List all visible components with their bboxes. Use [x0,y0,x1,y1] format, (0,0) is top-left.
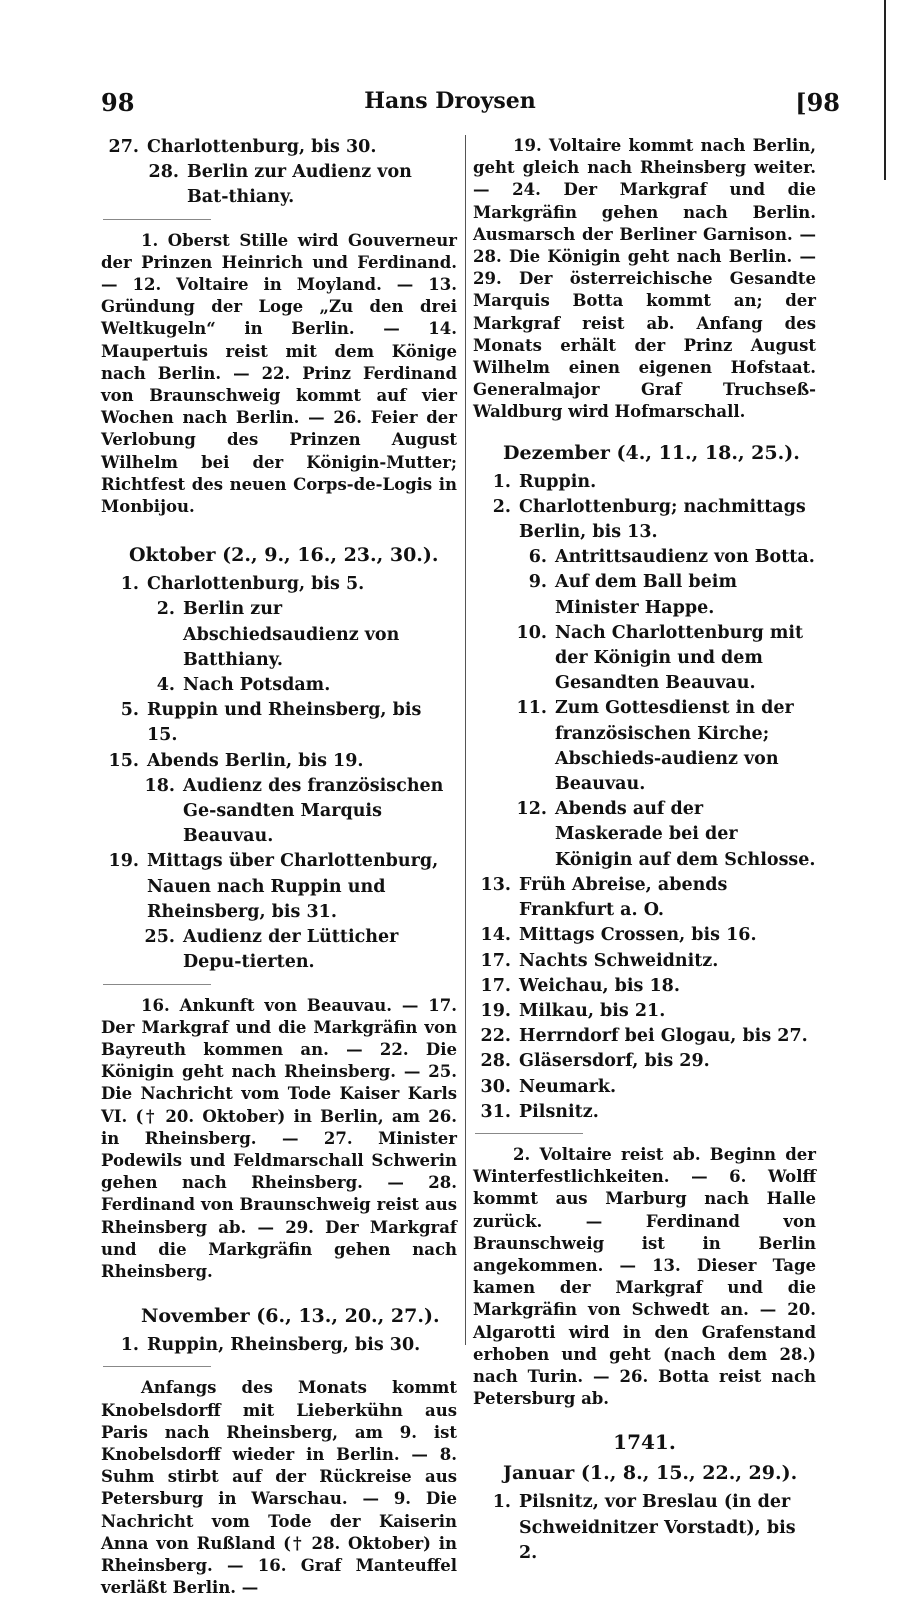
entry-number: 28. [148,162,179,183]
entry [101,774,457,850]
entry-text: Nach Charlottenburg mit der Königin und dem Gesandten Beauvau. [555,622,804,694]
entry [101,135,457,160]
notes-text: 2. Voltaire reist ab. Beginn der Winterfestlichkeiten. — 6. Wolff kommt aus Marburg nach Halle zurück. — Ferdinand von Braunschweig ist in Berlin angekommen. — 13. Dieser Tage kamen der Markgraf und die Markgräfin von Schwedt an. — 20. Algarotti wird in den Grafenstand erhoben und geht (nach dem 28.) nach Turin. — 26. Botta reist nach Petersburg ab. [473,1144,816,1409]
notes-text: Anfangs des Monats kommt Knobelsdorff mit Lieberkühn aus Paris nach Rheinsberg, am 9. ist Knobelsdorff wieder in Berlin. — 8. Suhm stirbt auf der Rückreise aus Petersburg in Warschau. — 9. Die Nachricht vom Tode der Kaiserin Anna von Rußland († 28. Oktober) in Rheinsberg. — 16. Graf Manteuffel verläßt Berlin. — [101,1378,457,1598]
notes-paragraph [101,230,457,519]
entry-number: 1. [492,471,511,492]
entry-number: 1. [492,1492,511,1513]
entry-number: 11. [516,698,547,719]
year-heading: 1741. [613,1430,676,1455]
entry-number: 25. [144,927,175,948]
entry-text: Berlin zur Abschiedsaudienz von Batthiany. [183,599,400,670]
entry-text: Audienz der Lütticher Depu-tierten. [183,927,399,973]
entry-text: Charlottenburg, bis 5. [147,574,365,595]
entry [473,696,816,797]
entry-number: 31. [480,1101,511,1122]
entry-text: Pilsnitz. [519,1101,599,1122]
entry-number: 14. [480,925,511,946]
entry [473,949,816,974]
entry [473,621,816,697]
entry-text: Charlottenburg, bis 30. [147,137,377,157]
entry [473,1024,816,1049]
entry-number: 1. [120,1335,139,1356]
entry-text: Antrittsaudienz von Botta. [555,547,815,568]
entry-number: 2. [492,496,511,517]
entry [473,1490,816,1566]
entry-text: Berlin zur Audienz von Bat-thiany. [187,162,412,208]
notes-paragraph [101,995,457,1284]
entry-text: Gläsersdorf, bis 29. [519,1051,710,1072]
entry-text: Ruppin. [519,471,597,492]
entry [473,570,816,620]
entry-number: 27. [108,137,139,157]
month-heading: Januar (1., 8., 15., 22., 29.). [503,1462,798,1485]
notes-paragraph [101,1377,457,1599]
separator-rule [475,1133,583,1134]
entry [473,1075,816,1100]
entry-text: Charlottenburg; nachmittags Berlin, bis 13. [519,496,806,543]
notes-paragraph [473,1144,816,1410]
entry [101,160,457,210]
entry-number: 13. [480,874,511,895]
entry-number: 15. [108,750,139,771]
entry [473,873,816,923]
notes-text: 16. Ankunft von Beauvau. — 17. Der Markgraf und die Markgräfin von Bayreuth kommen an. — 22. Die Königin geht nach Rheinsberg. — 25. Die Nachricht vom Tode Kaiser Karls VI. († 20. Oktober) in Berlin, am 26. in Rheinsberg. — 27. Minister Podewils und Feldmarschall Schwerin gehen nach Rheinsberg. — 28. Ferdinand von Braunschweig reist aus Rheinsberg ab. — 29. Der Markgraf und die Markgräfin gehen nach Rheinsberg. [101,995,457,1281]
entry-number: 1. [120,574,139,595]
entry-text: Nach Potsdam. [183,675,331,696]
entry-text: Pilsnitz, vor Breslau (in der Schweidnitzer Vorstadt), bis 2. [519,1492,796,1563]
entry [473,1049,816,1074]
month-heading: Dezember (4., 11., 18., 25.). [503,441,800,464]
entry [473,495,816,545]
month-heading: November (6., 13., 20., 27.). [141,1305,440,1328]
right-column [473,135,816,1566]
column-divider [465,135,466,1345]
entry-text: Früh Abreise, abends Frankfurt a. O. [519,874,728,921]
entry [101,597,457,673]
entry-text: Mittags über Charlottenburg, Nauen nach Ruppin und Rheinsberg, bis 31. [147,851,439,922]
entry-number: 17. [480,975,511,996]
entry [473,1100,816,1125]
entry-text: Abends auf der Maskerade bei der Königin auf dem Schlosse. [555,799,816,870]
entry-text: Herrndorf bei Glogau, bis 27. [519,1026,808,1047]
entry-number: 19. [108,851,139,872]
month-heading: Oktober (2., 9., 16., 23., 30.). [129,544,439,567]
entry-text: Auf dem Ball beim Minister Happe. [555,572,737,618]
notes-paragraph [473,135,816,424]
entry-number: 9. [528,572,547,593]
entry [473,974,816,999]
entry [473,797,816,873]
entry [101,673,457,698]
separator-rule [103,984,211,985]
entry-text: Mittags Crossen, bis 16. [519,925,757,946]
entry-number: 10. [516,622,547,643]
entry [101,698,457,748]
entry-number: 22. [480,1026,511,1047]
notes-text: 1. Oberst Stille wird Gouverneur der Prinzen Heinrich und Ferdinand. — 12. Voltaire in Moyland. — 13. Gründung der Loge „Zu den drei Weltkugeln“ in Berlin. — 14. Maupertuis reist mit dem Könige nach Berlin. — 22. Prinz Ferdinand von Braunschweig kommt auf vier Wochen nach Berlin. — 26. Feier der Verlobung des Prinzen August Wilhelm bei der Königin-Mutter; Richtfest des neuen Corps-de-Logis in Monbijou. [101,230,457,517]
entry-number: 2. [156,599,175,620]
entry [101,572,457,597]
entry-text: Weichau, bis 18. [519,975,680,996]
entry-text: Zum Gottesdienst in der französischen Kirche; Abschieds-audienz von Beauvau. [555,698,794,795]
separator-rule [103,1366,211,1367]
page-number-right: [98 [795,88,840,117]
entry-text: Ruppin, Rheinsberg, bis 30. [147,1335,421,1356]
entry [101,1333,457,1358]
entry-number: 17. [480,950,511,971]
left-column [101,135,457,1599]
entry-text: Abends Berlin, bis 19. [147,750,364,771]
entry-number: 19. [480,1000,511,1021]
entry-number: 4. [156,675,175,696]
entry-text: Ruppin und Rheinsberg, bis 15. [147,700,422,746]
entry-number: 6. [528,547,547,568]
entry [101,749,457,774]
entry [473,470,816,495]
entry-number: 12. [516,799,547,820]
entry [473,923,816,948]
entry-number: 18. [144,775,175,796]
entry [473,999,816,1024]
entry-text: Audienz des französischen Ge-sandten Marquis Beauvau. [183,775,444,847]
entry-number: 5. [120,700,139,721]
running-title: Hans Droysen [364,88,536,114]
page-number-left: 98 [101,88,135,117]
notes-text: 19. Voltaire kommt nach Berlin, geht gleich nach Rheinsberg weiter. — 24. Der Markgraf und die Markgräfin gehen nach Berlin. Ausmarsch der Berliner Garnison. — 28. Die Königin geht nach Berlin. — 29. Der österreichische Gesandte Marquis Botta kommt an; der Markgraf reist ab. Anfang des Monats erhält der Prinz August Wilhelm einen eigenen Hofstaat. Generalmajor Graf Truchseß-Waldburg wird Hofmarschall. [473,136,816,422]
entry [473,545,816,570]
entry-number: 28. [480,1051,511,1072]
separator-rule [103,219,211,220]
entry [101,925,457,975]
entry-text: Neumark. [519,1076,617,1097]
entry-text: Nachts Schweidnitz. [519,950,719,971]
entry-text: Milkau, bis 21. [519,1000,666,1021]
entry-number: 30. [480,1076,511,1097]
entry [101,849,457,925]
